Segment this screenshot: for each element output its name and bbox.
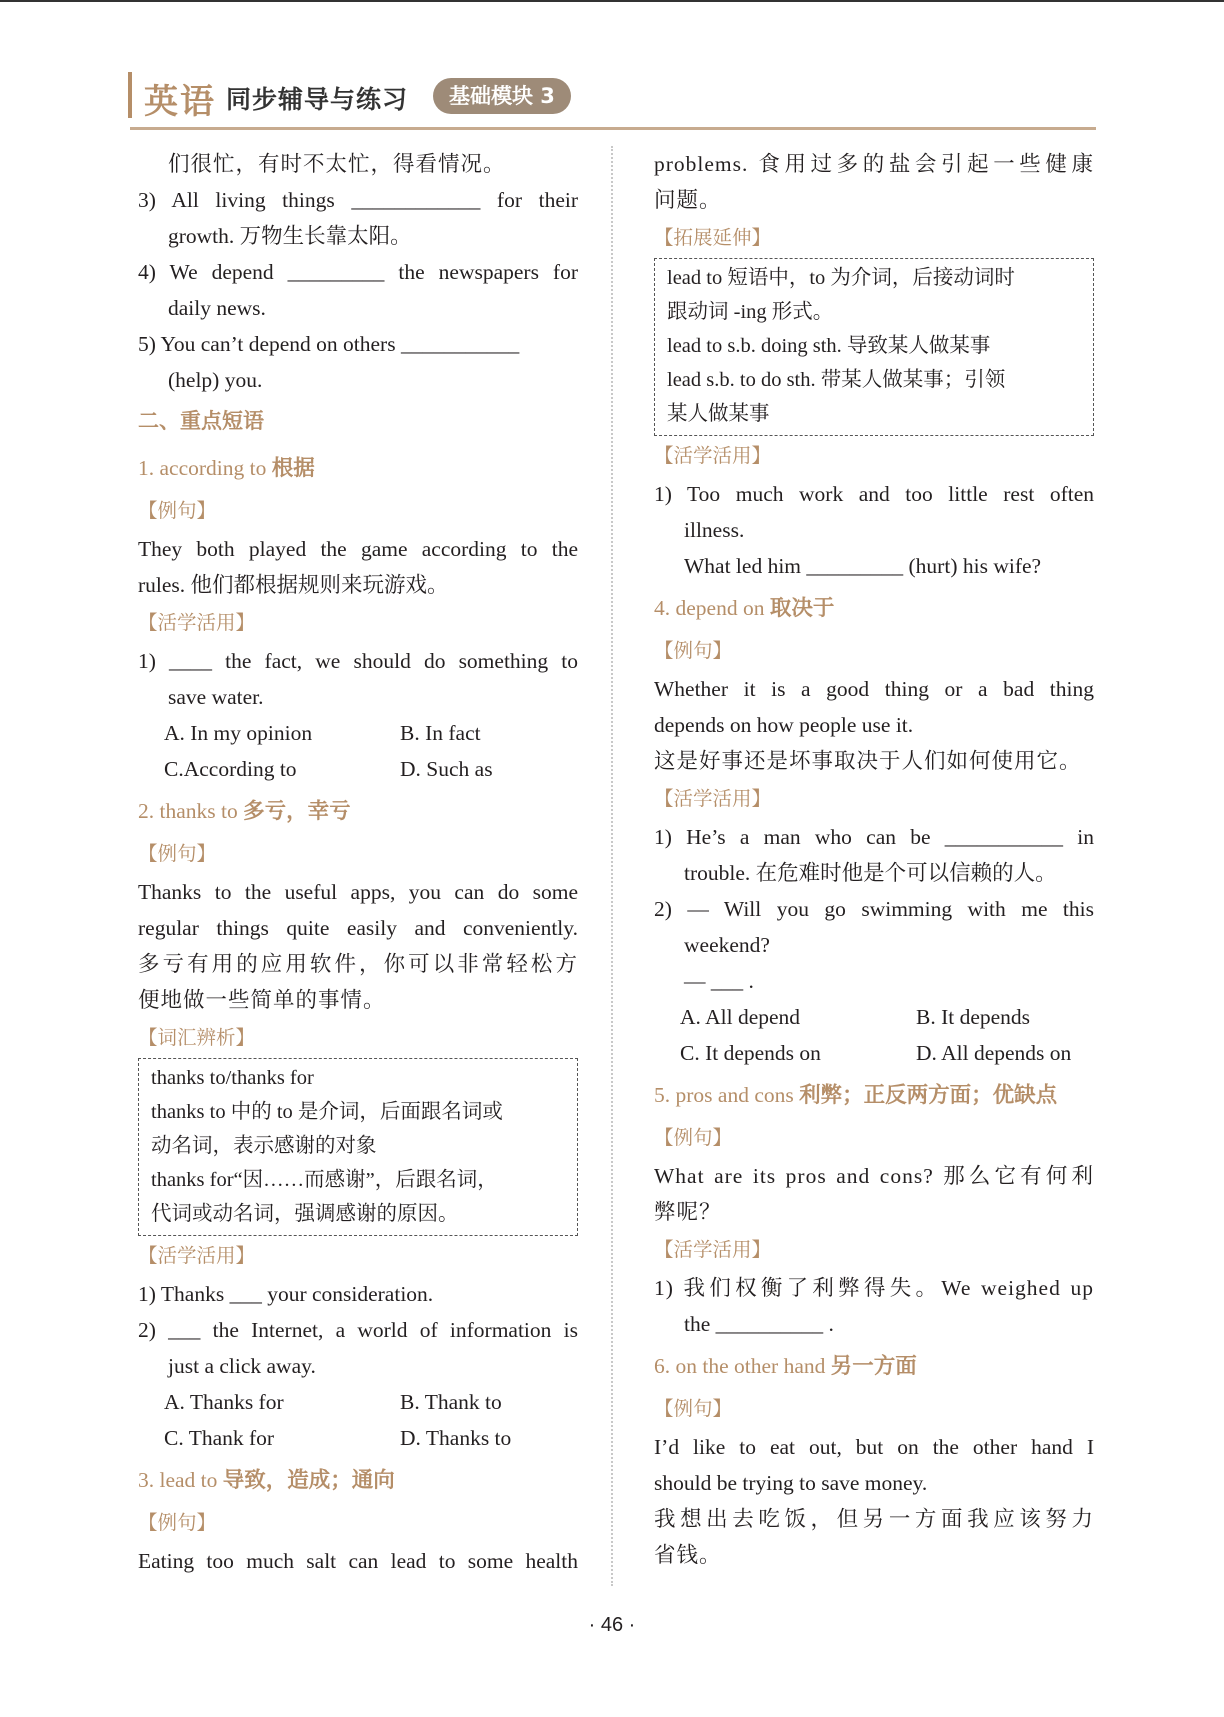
option-a: A. In my opinion: [164, 721, 313, 745]
example-sentence: Thanks to the useful apps, you can do some: [138, 880, 578, 904]
exercise-item: 1) Thanks ___ your consideration.: [138, 1282, 434, 1306]
page-number: · 46 ·: [588, 1614, 636, 1636]
exercise-item: 3) All living things ____________ for their: [138, 188, 578, 212]
option-b: B. In fact: [400, 721, 481, 745]
phrase-en: 4. depend on: [654, 596, 770, 620]
exercise-item: 1) He’s a man who can be ___________ in: [654, 825, 1094, 849]
text-line: 们很忙，有时不太忙，得看情况。: [168, 152, 506, 176]
exercise-item: 1) ____ the fact, we should do something to: [138, 649, 578, 673]
phrase-heading-2: [138, 789, 578, 834]
practice-tag: 【活学活用】: [138, 611, 256, 634]
phrase-en: 1. according to: [138, 456, 272, 480]
option-row: [138, 1420, 578, 1456]
option-a: A. Thanks for: [164, 1390, 284, 1414]
header-badge: 基础模块 3: [433, 78, 571, 114]
text-line: the __________ .: [684, 1312, 834, 1336]
extend-box: [654, 258, 1094, 436]
example-sentence: rules. 他们都根据规则来玩游戏。: [138, 573, 449, 597]
phrase-heading-6: [654, 1344, 1094, 1389]
top-border: [0, 0, 1224, 2]
practice-tag: 【活学活用】: [654, 444, 772, 467]
text-line: illness.: [684, 518, 745, 542]
example-translation: 多亏有用的应用软件，你可以非常轻松方: [138, 952, 578, 976]
exercise-item: 4) We depend _________ the newspapers for: [138, 260, 578, 284]
box-line: 跟动词 -ing 形式。: [667, 301, 834, 323]
header-subtitle: 同步辅导与练习: [226, 85, 409, 114]
option-d: D. All depends on: [916, 1041, 1072, 1065]
left-column: [138, 146, 578, 1579]
option-row: [654, 1035, 1094, 1071]
example-tag: 【例句】: [138, 499, 217, 522]
phrase-cn: 取决于: [769, 596, 835, 621]
example-translation: 省钱。: [654, 1543, 722, 1567]
text-line: What led him _________ (hurt) his wife?: [684, 554, 1042, 578]
section-heading: 二、重点短语: [138, 409, 264, 433]
box-line: thanks for“因……而感谢”，后跟名词，: [151, 1169, 498, 1191]
phrase-cn: 导致，造成；通向: [222, 1468, 395, 1493]
practice-tag: 【活学活用】: [654, 787, 772, 810]
phrase-cn: 根据: [271, 456, 315, 481]
practice-tag: 【活学活用】: [138, 1244, 256, 1267]
text-line: just a click away.: [168, 1354, 316, 1378]
example-translation: 问题。: [654, 188, 722, 212]
option-d: D. Such as: [400, 757, 493, 781]
box-line: 动名词，表示感谢的对象: [151, 1135, 377, 1157]
example-tag: 【例句】: [138, 842, 217, 865]
example-sentence: They both played the game according to the: [138, 537, 578, 561]
box-line: 代词或动名词，强调感谢的原因。: [151, 1203, 459, 1225]
example-translation: 弊呢？: [654, 1200, 722, 1224]
example-tag: 【例句】: [138, 1511, 217, 1534]
phrase-heading-3: [138, 1458, 578, 1503]
example-translation: 我想出去吃饭，但另一方面我应该努力: [654, 1507, 1094, 1531]
vocab-box: [138, 1058, 578, 1236]
example-translation: 这是好事还是坏事取决于人们如何使用它。: [654, 749, 1082, 773]
option-a: A. All depend: [680, 1005, 801, 1029]
text-line: growth. 万物生长靠太阳。: [168, 224, 412, 248]
page-header: [128, 68, 1096, 130]
example-tag: 【例句】: [654, 639, 733, 662]
text-line: save water.: [168, 685, 264, 709]
option-row: [138, 1384, 578, 1420]
vocab-tag: 【词汇辨析】: [138, 1026, 256, 1049]
option-c: C. It depends on: [680, 1041, 821, 1065]
box-line: lead to s.b. doing sth. 导致某人做某事: [667, 335, 991, 357]
box-line: lead s.b. to do sth. 带某人做某事；引领: [667, 369, 1006, 391]
extend-tag: 【拓展延伸】: [654, 226, 772, 249]
phrase-en: 5. pros and cons: [654, 1083, 800, 1107]
option-row: [654, 999, 1094, 1035]
phrase-cn: 多亏，幸亏: [243, 799, 351, 824]
exercise-item: 2) ___ the Internet, a world of information is: [138, 1318, 578, 1342]
example-sentence: What are its pros and cons? 那么它有何利: [654, 1164, 1094, 1188]
phrase-heading-5: [654, 1073, 1094, 1118]
phrase-en: 3. lead to: [138, 1468, 223, 1492]
example-sentence: Eating too much salt can lead to some health: [138, 1549, 578, 1573]
box-line: thanks to 中的 to 是介词，后面跟名词或: [151, 1101, 503, 1123]
exercise-item: 1) 我们权衡了利弊得失。We weighed up: [654, 1276, 1094, 1300]
exercise-item: 1) Too much work and too little rest often: [654, 482, 1094, 506]
header-accent-bar: [128, 72, 132, 118]
box-line: thanks to/thanks for: [151, 1067, 314, 1089]
example-sentence: problems. 食用过多的盐会引起一些健康: [654, 152, 1094, 176]
text-line: trouble. 在危难时他是个可以信赖的人。: [684, 861, 1057, 885]
phrase-cn: 利弊；正反两方面；优缺点: [799, 1083, 1058, 1108]
option-c: C. Thank for: [164, 1426, 275, 1450]
option-row: [138, 751, 578, 787]
phrase-heading-1: [138, 446, 578, 491]
example-sentence: depends on how people use it.: [654, 713, 914, 737]
option-row: [138, 715, 578, 751]
phrase-heading-4: [654, 586, 1094, 631]
example-translation: 便地做一些简单的事情。: [138, 988, 386, 1012]
example-tag: 【例句】: [654, 1397, 733, 1420]
text-line: daily news.: [168, 296, 266, 320]
phrase-en: 6. on the other hand: [654, 1354, 831, 1378]
text-line: (help) you.: [168, 368, 263, 392]
option-b: B. It depends: [916, 1005, 1031, 1029]
phrase-en: 2. thanks to: [138, 799, 244, 823]
option-c: C.According to: [164, 757, 297, 781]
phrase-cn: 另一方面: [830, 1354, 917, 1379]
exercise-item: 5) You can’t depend on others ___________: [138, 332, 520, 356]
option-b: B. Thank to: [400, 1390, 502, 1414]
option-d: D. Thanks to: [400, 1426, 512, 1450]
header-rule: [130, 127, 1096, 130]
exercise-item: 2) — Will you go swimming with me this: [654, 897, 1094, 921]
practice-tag: 【活学活用】: [654, 1238, 772, 1261]
example-sentence: regular things quite easily and conveniently.: [138, 916, 578, 940]
right-column: [654, 146, 1094, 1573]
text-line: — ___ .: [684, 969, 754, 993]
box-line: 某人做某事: [667, 403, 770, 425]
column-divider: [611, 146, 613, 1586]
example-sentence: Whether it is a good thing or a bad thing: [654, 677, 1094, 701]
example-tag: 【例句】: [654, 1126, 733, 1149]
box-line: lead to 短语中，to 为介词，后接动词时: [667, 267, 1015, 289]
text-line: weekend?: [684, 933, 770, 957]
example-sentence: should be trying to save money.: [654, 1471, 928, 1495]
header-subject: 英语: [144, 82, 216, 122]
example-sentence: I’d like to eat out, but on the other hand I: [654, 1435, 1094, 1459]
